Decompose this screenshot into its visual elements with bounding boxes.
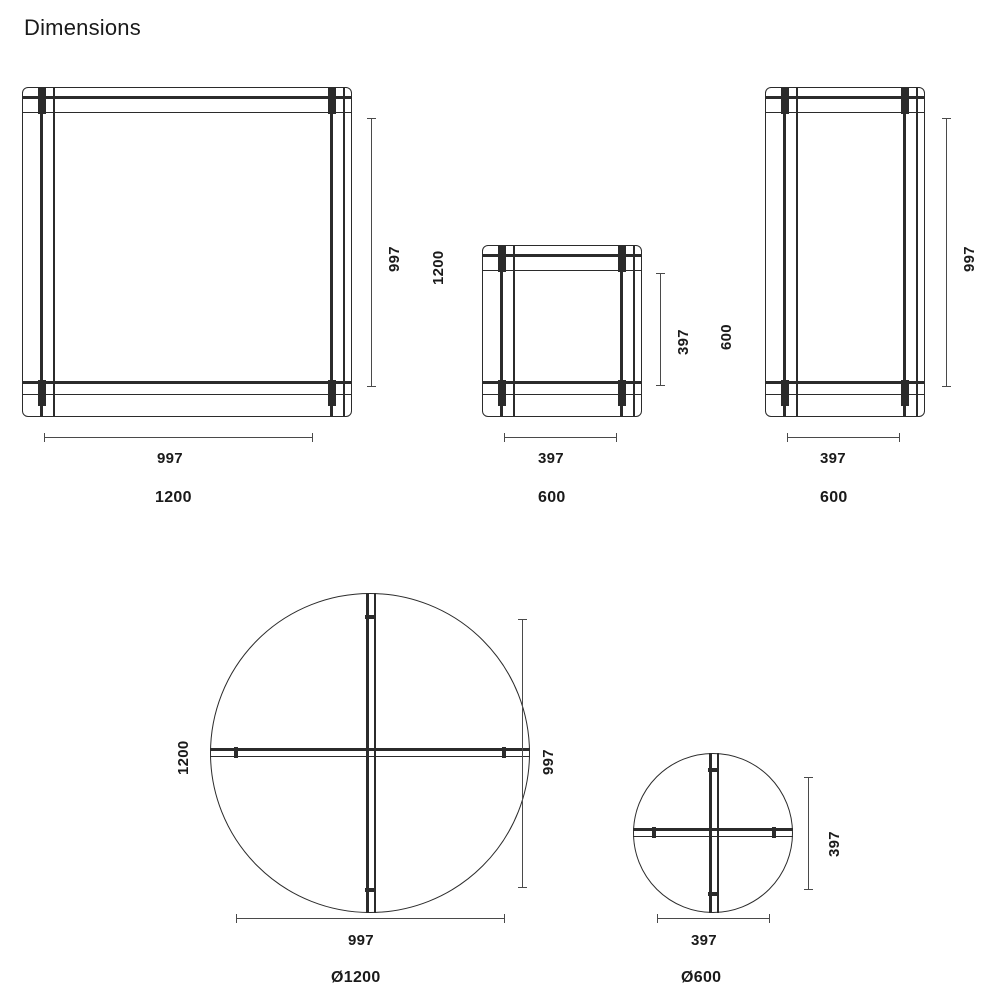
circle-1200-caption: Ø1200 <box>331 969 381 986</box>
circle-1200-bar-vertical-inner <box>374 593 376 913</box>
view-circle-600 <box>600 560 920 1000</box>
square-1200-joint-tl <box>38 88 46 114</box>
circle-1200-dim-997-v-tick-top <box>518 619 527 620</box>
rect-600-joint-bl <box>781 380 789 406</box>
square-1200-bar-right <box>330 87 333 417</box>
square-1200-dim-997-h-label: 997 <box>157 450 183 467</box>
circle-1200-dim-997-v-line <box>522 619 523 887</box>
circle-1200-joint-right <box>502 747 506 758</box>
square-1200-dim-1200-v-label: 1200 <box>430 250 447 285</box>
square-1200-dim-997-h-line <box>44 437 312 438</box>
circle-1200-dim-997-v-tick-bottom <box>518 887 527 888</box>
square-1200-dim-997-h-tick-left <box>44 433 45 442</box>
square-1200-outline <box>22 87 352 417</box>
circle-600-dim-397-h-line <box>657 918 769 919</box>
square-600-dim-397-h-tick-right <box>616 433 617 442</box>
rect-600-dim-997-v-label: 997 <box>961 246 978 272</box>
circle-1200-dim-997-v-label: 997 <box>540 749 557 775</box>
square-1200-dim-997-v-line <box>371 118 372 386</box>
square-600-dim-397-v-line <box>660 273 661 385</box>
circle-600-joint-bottom <box>708 892 719 896</box>
square-1200-dim-997-v-tick-bottom <box>367 386 376 387</box>
rect-600-outline <box>765 87 925 417</box>
square-600-dim-397-h-line <box>504 437 616 438</box>
circle-600-dim-397-h-tick-left <box>657 914 658 923</box>
circle-600-dim-397-h-label: 397 <box>691 932 717 949</box>
page-title: Dimensions <box>24 15 141 40</box>
square-600-bar-right-inner <box>633 245 635 417</box>
circle-600-joint-right <box>772 827 776 838</box>
circle-600-dim-397-v-line <box>808 777 809 889</box>
square-600-dim-397-v-tick-top <box>656 273 665 274</box>
circle-600-bar-horizontal <box>633 828 793 831</box>
circle-1200-joint-left <box>234 747 238 758</box>
square-1200-bar-top-inner <box>22 112 352 113</box>
rect-600-dim-600-v-label: 600 <box>718 324 735 350</box>
square-1200-dim-997-v-label: 997 <box>386 246 403 272</box>
square-1200-caption: 1200 <box>155 489 192 506</box>
circle-600-bar-vertical <box>709 753 712 913</box>
square-600-joint-tl <box>498 246 506 272</box>
square-1200-dim-997-h-tick-right <box>312 433 313 442</box>
rect-600-dim-997-v-tick-top <box>942 118 951 119</box>
square-600-dim-397-v-label: 397 <box>675 329 692 355</box>
circle-600-dim-397-v-label: 397 <box>826 831 843 857</box>
square-1200-bar-bottom-inner <box>22 394 352 395</box>
rect-600-dim-997-v-line <box>946 118 947 386</box>
circle-600-joint-left <box>652 827 656 838</box>
view-rect-600 <box>718 0 1000 520</box>
circle-600-joint-top <box>708 768 719 772</box>
square-600-dim-397-h-label: 397 <box>538 450 564 467</box>
square-1200-joint-tr <box>328 88 336 114</box>
square-600-joint-br <box>618 380 626 406</box>
circle-1200-dim-997-h-label: 997 <box>348 932 374 949</box>
square-600-caption: 600 <box>538 489 566 506</box>
square-1200-joint-bl <box>38 380 46 406</box>
rect-600-bar-left-inner <box>796 87 798 417</box>
rect-600-dim-397-h-label: 397 <box>820 450 846 467</box>
rect-600-dim-997-v-tick-bottom <box>942 386 951 387</box>
rect-600-caption: 600 <box>820 489 848 506</box>
rect-600-dim-397-h-tick-left <box>787 433 788 442</box>
circle-1200-dim-997-h-tick-right <box>504 914 505 923</box>
circle-600-dim-397-v-tick-top <box>804 777 813 778</box>
circle-1200-joint-bottom <box>365 888 376 892</box>
view-square-1200 <box>0 0 447 520</box>
circle-1200-dim-1200-v-label: 1200 <box>175 740 192 775</box>
circle-600-bar-horizontal-inner <box>633 836 793 837</box>
circle-1200-dim-997-h-line <box>236 918 504 919</box>
circle-600-bar-vertical-inner <box>717 753 719 913</box>
square-600-joint-tr <box>618 246 626 272</box>
view-circle-1200 <box>150 560 600 1000</box>
square-1200-bar-top <box>22 96 352 99</box>
square-600-joint-bl <box>498 380 506 406</box>
rect-600-dim-397-h-tick-right <box>899 433 900 442</box>
square-600-bar-left-inner <box>513 245 515 417</box>
circle-1200-joint-top <box>365 615 376 619</box>
rect-600-bar-right-inner <box>916 87 918 417</box>
rect-600-dim-397-h-line <box>787 437 899 438</box>
rect-600-joint-tl <box>781 88 789 114</box>
square-1200-joint-br <box>328 380 336 406</box>
rect-600-joint-br <box>901 380 909 406</box>
square-1200-bar-bottom <box>22 381 352 384</box>
circle-600-outline <box>633 753 793 913</box>
circle-1200-outline <box>210 593 530 913</box>
circle-1200-dim-997-h-tick-left <box>236 914 237 923</box>
square-1200-bar-right-inner <box>343 87 345 417</box>
square-600-dim-397-v-tick-bottom <box>656 385 665 386</box>
square-1200-bar-left-inner <box>53 87 55 417</box>
rect-600-bar-left <box>783 87 786 417</box>
rect-600-bar-right <box>903 87 906 417</box>
square-1200-bar-left <box>40 87 43 417</box>
circle-600-caption: Ø600 <box>681 969 722 986</box>
square-600-dim-397-h-tick-left <box>504 433 505 442</box>
circle-600-dim-397-v-tick-bottom <box>804 889 813 890</box>
square-1200-dim-997-v-tick-top <box>367 118 376 119</box>
circle-1200-bar-vertical <box>366 593 369 913</box>
rect-600-joint-tr <box>901 88 909 114</box>
circle-1200-bar-horizontal-inner <box>210 756 530 757</box>
circle-1200-bar-horizontal <box>210 748 530 751</box>
view-square-600 <box>460 0 690 520</box>
circle-600-dim-397-h-tick-right <box>769 914 770 923</box>
